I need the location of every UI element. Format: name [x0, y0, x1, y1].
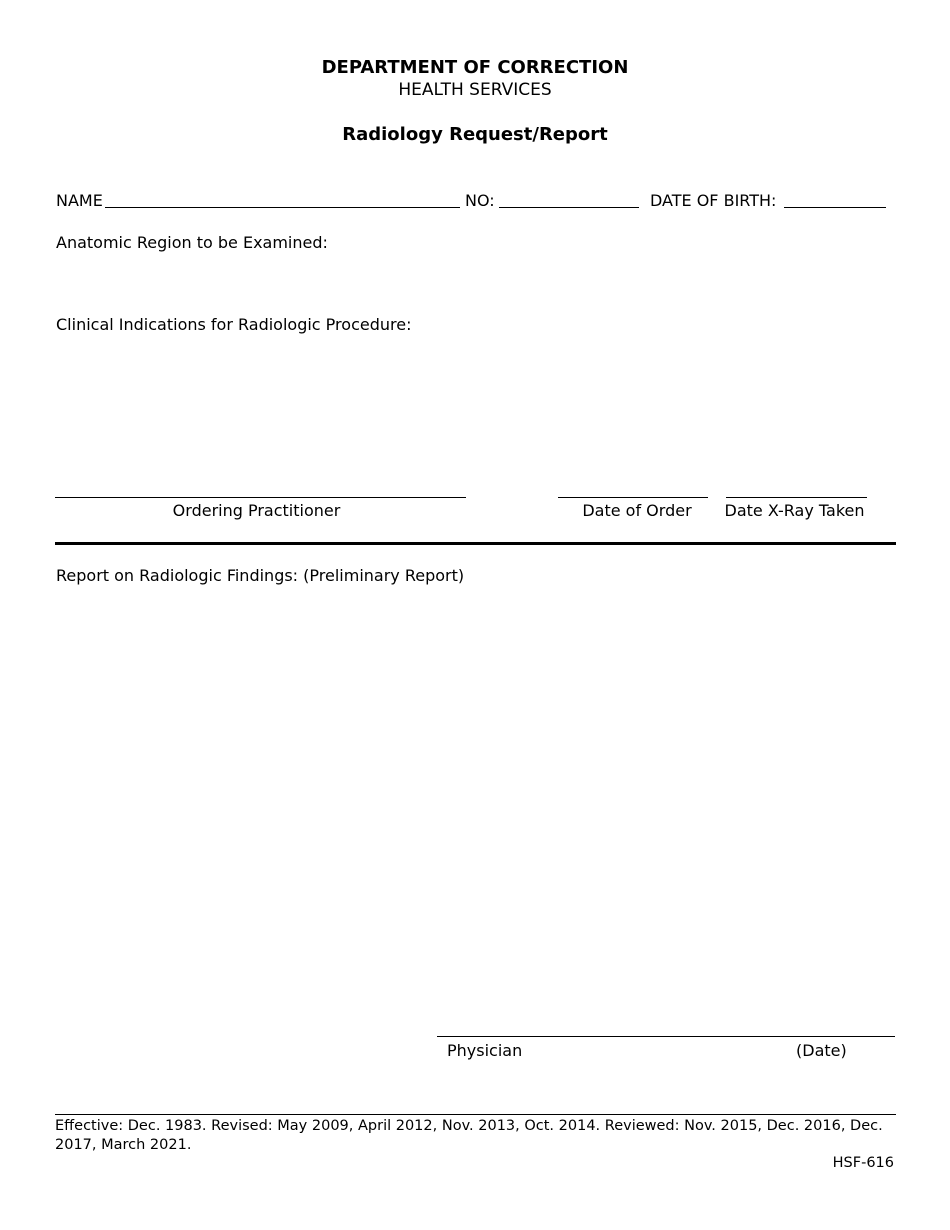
section-divider	[55, 542, 896, 545]
date-of-order-line[interactable]	[558, 497, 708, 498]
ordering-practitioner-line[interactable]	[55, 497, 466, 498]
date-of-birth-label: DATE OF BIRTH:	[650, 191, 777, 210]
form-number: HSF-616	[832, 1155, 894, 1171]
physician-signature-line[interactable]	[437, 1036, 895, 1037]
date-of-order-caption: Date of Order	[582, 501, 692, 520]
name-field[interactable]	[105, 207, 460, 208]
date-of-birth-field[interactable]	[784, 207, 886, 208]
footer-divider	[55, 1114, 896, 1115]
ordering-practitioner-caption: Ordering Practitioner	[172, 501, 341, 520]
date-xray-taken-line[interactable]	[726, 497, 867, 498]
name-label: NAME	[56, 191, 103, 210]
findings-label: Report on Radiologic Findings: (Preliminary Report)	[56, 566, 465, 585]
division-subtitle: HEALTH SERVICES	[398, 80, 552, 100]
revision-history: Effective: Dec. 1983. Revised: May 2009, April 2012, Nov. 2013, Oct. 2014. Reviewed: Nov. 2015, Dec. 2016, Dec. 2017, March 2021.	[55, 1118, 883, 1153]
department-title: DEPARTMENT OF CORRECTION	[321, 57, 629, 78]
physician-caption: Physician	[447, 1041, 523, 1060]
number-field[interactable]	[499, 207, 639, 208]
date-xray-taken-caption: Date X-Ray Taken	[724, 501, 865, 520]
number-label: NO:	[465, 191, 495, 210]
form-title: Radiology Request/Report	[342, 124, 608, 145]
physician-date-caption: (Date)	[796, 1041, 847, 1060]
clinical-indications-label: Clinical Indications for Radiologic Procedure:	[56, 315, 412, 334]
anatomic-region-label: Anatomic Region to be Examined:	[56, 233, 328, 252]
